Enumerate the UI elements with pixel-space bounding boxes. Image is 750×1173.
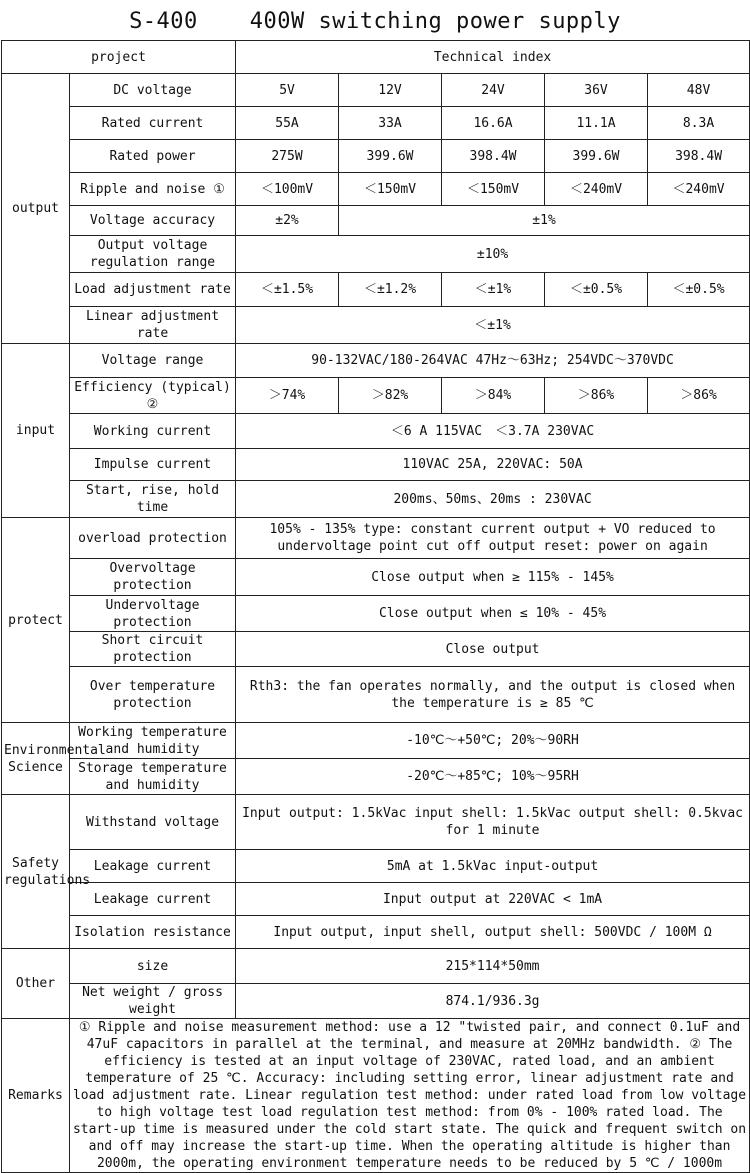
value-cell: 33A (339, 107, 442, 140)
value-cell: ±2% (236, 206, 339, 236)
section-environment: Environmental Science (2, 723, 70, 795)
param-label: Ripple and noise ① (70, 173, 236, 206)
value-cell: ＜±0.5% (545, 273, 648, 307)
value-cell: 48V (648, 74, 750, 107)
value-cell: 55A (236, 107, 339, 140)
table-row (2, 74, 750, 107)
param-label: Output voltage regulation range (70, 236, 236, 273)
value-cell: 16.6A (442, 107, 545, 140)
value-cell: 110VAC 25A, 220VAC: 50A (236, 449, 750, 481)
value-cell: Close output when ≤ 10% - 45% (236, 596, 750, 632)
value-cell: ＞82% (339, 378, 442, 414)
table-row (2, 759, 750, 795)
product-description: 400W switching power supply (249, 9, 621, 34)
param-label: Rated current (70, 107, 236, 140)
value-cell: ＜6 A 115VAC ＜3.7A 230VAC (236, 414, 750, 449)
table-row (2, 984, 750, 1019)
value-cell: 398.4W (442, 140, 545, 173)
section-safety: Safety regulations (2, 795, 70, 949)
table-row (2, 795, 750, 850)
param-label: Over temperature protection (70, 667, 236, 723)
param-label: Short circuit protection (70, 632, 236, 667)
table-row (2, 723, 750, 759)
param-label: Overvoltage protection (70, 559, 236, 596)
section-protect: protect (2, 518, 70, 723)
value-cell: ＜150mV (442, 173, 545, 206)
value-cell: ＜240mV (545, 173, 648, 206)
value-cell: 5V (236, 74, 339, 107)
table-row (2, 916, 750, 949)
value-cell: -10℃～+50℃; 20%～90RH (236, 723, 750, 759)
value-cell: ±1% (339, 206, 750, 236)
value-cell: 90-132VAC/180-264VAC 47Hz～63Hz; 254VDC～370VDC (236, 344, 750, 378)
value-cell: ＜±0.5% (648, 273, 750, 307)
section-other: Other (2, 949, 70, 1019)
table-row (2, 107, 750, 140)
value-cell: Input output at 220VAC < 1mA (236, 883, 750, 916)
table-row (2, 850, 750, 883)
param-label: size (70, 949, 236, 984)
table-row (2, 344, 750, 378)
table-row (2, 378, 750, 414)
param-label: Working current (70, 414, 236, 449)
table-row (2, 273, 750, 307)
param-label: Rated power (70, 140, 236, 173)
page-title (0, 0, 750, 40)
value-cell: 275W (236, 140, 339, 173)
value-cell: -20℃～+85℃; 10%～95RH (236, 759, 750, 795)
value-cell: ＞86% (648, 378, 750, 414)
param-label: Efficiency (typical) ② (70, 378, 236, 414)
param-label: Leakage current (70, 883, 236, 916)
param-label: Voltage range (70, 344, 236, 378)
value-cell: ＜150mV (339, 173, 442, 206)
param-label: Withstand voltage (70, 795, 236, 850)
value-cell: ＞74% (236, 378, 339, 414)
table-row (2, 173, 750, 206)
section-remarks: Remarks (2, 1019, 70, 1173)
value-cell: 36V (545, 74, 648, 107)
value-cell: 105% - 135% type: constant current output + VO reduced to undervoltage point cut off output reset: power on again (236, 518, 750, 559)
value-cell: 399.6W (339, 140, 442, 173)
value-cell: 12V (339, 74, 442, 107)
value-cell: Input output, input shell, output shell: 500VDC / 100M Ω (236, 916, 750, 949)
header-technical-index: Technical index (236, 41, 750, 74)
table-row (2, 140, 750, 173)
section-input: input (2, 344, 70, 518)
param-label: Storage temperature and humidity (70, 759, 236, 795)
value-cell: Close output when ≥ 115% - 145% (236, 559, 750, 596)
table-row (2, 518, 750, 559)
table-row (2, 206, 750, 236)
value-cell: 874.1/936.3g (236, 984, 750, 1019)
model-name: S-400 (129, 9, 198, 34)
value-cell: Input output: 1.5kVac input shell: 1.5kVac output shell: 0.5kvac for 1 minute (236, 795, 750, 850)
table-row (2, 481, 750, 518)
value-cell: 399.6W (545, 140, 648, 173)
param-label: Isolation resistance (70, 916, 236, 949)
param-label: overload protection (70, 518, 236, 559)
value-cell: 398.4W (648, 140, 750, 173)
value-cell: ＜±1% (442, 273, 545, 307)
param-label: Linear adjustment rate (70, 307, 236, 344)
param-label: Working temperature and humidity (70, 723, 236, 759)
value-cell: ＜±1.5% (236, 273, 339, 307)
value-cell: Rth3: the fan operates normally, and the output is closed when the temperature is ≥ 85 ℃ (236, 667, 750, 723)
remarks-text: ① Ripple and noise measurement method: use a 12 "twisted pair, and connect 0.1uF and 47uF capacitors in parallel at the terminal, and measure at 20MHz bandwidth. ② The efficiency is tested at an input voltage of 230VAC, rated load, and an ambient temperature of 25 ℃. Accuracy: including setting error, linear adjustment rate and load adjustment rate. Linear regulation test method: under rated load from low voltage to high voltage test load regulation test method: from 0% - 100% rated load. The start-up time is measured under the cold start state. The quick and frequent switch on and off may increase the start-up time. When the operating altitude is higher than 2000m, the operating environment temperature needs to be reduced by 5 ℃ / 1000m (70, 1019, 750, 1173)
table-row (2, 236, 750, 273)
value-cell: 215*114*50mm (236, 949, 750, 984)
param-label: Load adjustment rate (70, 273, 236, 307)
spec-table (1, 40, 750, 1173)
header-project: project (2, 41, 236, 74)
value-cell: 24V (442, 74, 545, 107)
table-row (2, 1019, 750, 1173)
table-row (2, 949, 750, 984)
table-row (2, 559, 750, 596)
value-cell: 5mA at 1.5kVac input-output (236, 850, 750, 883)
table-header-row (2, 41, 750, 74)
value-cell: ＞86% (545, 378, 648, 414)
table-row (2, 883, 750, 916)
value-cell: 200ms、50ms、20ms : 230VAC (236, 481, 750, 518)
param-label: Leakage current (70, 850, 236, 883)
value-cell: 11.1A (545, 107, 648, 140)
value-cell: ±10% (236, 236, 750, 273)
table-row (2, 307, 750, 344)
param-label: Undervoltage protection (70, 596, 236, 632)
table-row (2, 414, 750, 449)
value-cell: 8.3A (648, 107, 750, 140)
param-label: DC voltage (70, 74, 236, 107)
table-row (2, 667, 750, 723)
value-cell: ＜±1% (236, 307, 750, 344)
table-row (2, 632, 750, 667)
param-label: Voltage accuracy (70, 206, 236, 236)
value-cell: ＜100mV (236, 173, 339, 206)
table-row (2, 449, 750, 481)
table-row (2, 596, 750, 632)
value-cell: ＜±1.2% (339, 273, 442, 307)
value-cell: ＜240mV (648, 173, 750, 206)
param-label: Impulse current (70, 449, 236, 481)
value-cell: Close output (236, 632, 750, 667)
value-cell: ＞84% (442, 378, 545, 414)
param-label: Net weight / gross weight (70, 984, 236, 1019)
section-output: output (2, 74, 70, 344)
param-label: Start, rise, hold time (70, 481, 236, 518)
